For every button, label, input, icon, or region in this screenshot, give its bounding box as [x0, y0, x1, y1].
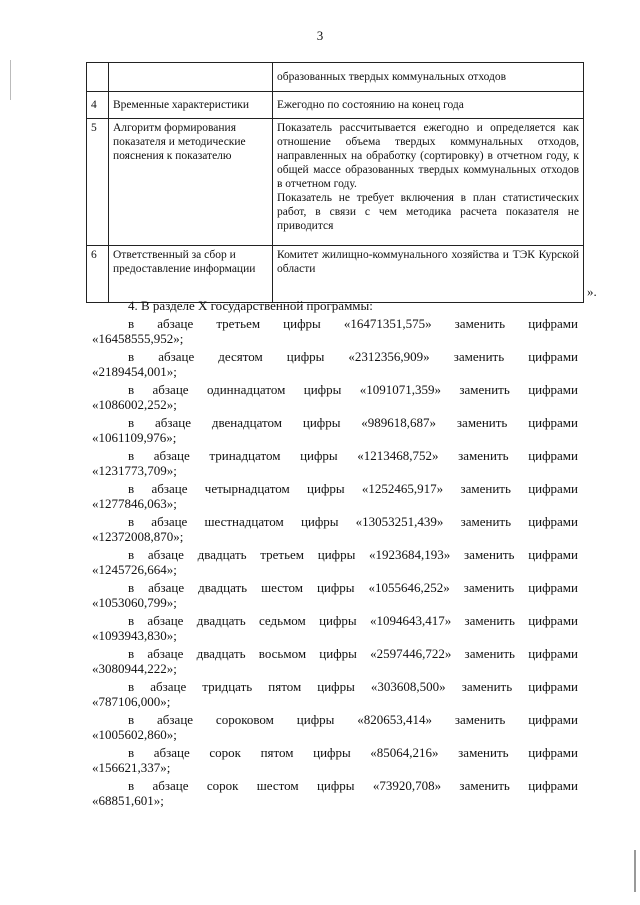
table-closing-quote: ». [587, 284, 597, 299]
row-number: 5 [87, 119, 109, 246]
amendment-text: в абзаце сорок шестом цифры «73920,708» заменить цифрами [128, 778, 578, 793]
amendment-new-value: «1005602,860»; [92, 727, 177, 742]
row-value-text: Ежегодно по состоянию на конец года [277, 99, 464, 111]
amendment-list [92, 316, 578, 808]
amendment-new-value: «16458555,952»; [92, 331, 184, 346]
amendment-text: в абзаце двадцать седьмом цифры «1094643,417» заменить цифрами [128, 613, 578, 628]
row-value-text: Показатель не требует включения в план статистических работ, в связи с чем методика расчета показателя не приводится [277, 192, 579, 232]
amendment-paragraph [92, 580, 578, 610]
row-label: Алгоритм формирования показателя и методические пояснения к показателю [109, 119, 273, 246]
scan-edge-mark [10, 60, 11, 100]
amendment-paragraph [92, 712, 578, 742]
amendment-paragraph [92, 316, 578, 346]
row-value [273, 246, 584, 303]
row-label: Ответственный за сбор и предоставление информации [109, 246, 273, 303]
amendment-new-value: «2189454,001»; [92, 364, 177, 379]
indicator-table [86, 62, 584, 303]
amendment-new-value: «787106,000»; [92, 694, 171, 709]
amendment-new-value: «68851,601»; [92, 793, 164, 808]
amendment-text: в абзаце двадцать восьмом цифры «2597446,722» заменить цифрами [128, 646, 578, 661]
amendment-paragraph [92, 613, 578, 643]
amendment-new-value: «156621,337»; [92, 760, 171, 775]
table-row [87, 246, 584, 303]
amendment-paragraph [92, 481, 578, 511]
row-value [273, 92, 584, 119]
amendment-text: в абзаце двенадцатом цифры «989618,687» заменить цифрами [128, 415, 578, 430]
amendment-text: в абзаце сорок пятом цифры «85064,216» заменить цифрами [128, 745, 578, 760]
amendment-new-value: «1277846,063»; [92, 496, 177, 511]
row-label: Временные характеристики [109, 92, 273, 119]
table-row [87, 119, 584, 246]
scan-edge-mark [634, 850, 636, 892]
row-number: 6 [87, 246, 109, 303]
amendment-paragraph [92, 778, 578, 808]
amendment-text: в абзаце тринадцатом цифры «1213468,752» заменить цифрами [128, 448, 578, 463]
row-value-text: Показатель рассчитывается ежегодно и определяется как отношение объема твердых коммунальных отходов, направленных на обработку (сортировку) в отчетном году, к общей массе образованных твердых коммунальных отходов в отчетном году. [277, 122, 579, 190]
amendment-paragraph [92, 679, 578, 709]
table-row [87, 92, 584, 119]
amendment-new-value: «1245726,664»; [92, 562, 177, 577]
amendment-text: в абзаце тридцать пятом цифры «303608,500» заменить цифрами [128, 679, 578, 694]
amendment-text: в абзаце двадцать третьем цифры «1923684,193» заменить цифрами [128, 547, 578, 562]
amendment-new-value: «1061109,976»; [92, 430, 177, 445]
amendment-paragraph [92, 415, 578, 445]
amendment-text: в абзаце одиннадцатом цифры «1091071,359» заменить цифрами [128, 382, 578, 397]
amendment-new-value: «12372008,870»; [92, 529, 184, 544]
row-value-text: образованных твердых коммунальных отходов [277, 71, 507, 83]
amendment-paragraph [92, 448, 578, 478]
row-number: 4 [87, 92, 109, 119]
page-number: 3 [316, 28, 324, 43]
row-value [273, 63, 584, 92]
row-value [273, 119, 584, 246]
row-label [109, 63, 273, 92]
row-number [87, 63, 109, 92]
amendment-new-value: «1086002,252»; [92, 397, 177, 412]
amendment-new-value: «1053060,799»; [92, 595, 177, 610]
amendment-text: в абзаце сороковом цифры «820653,414» заменить цифрами [128, 712, 578, 727]
amendment-paragraph [92, 646, 578, 676]
amendment-text: в абзаце десятом цифры «2312356,909» заменить цифрами [128, 349, 578, 364]
amendment-new-value: «1093943,830»; [92, 628, 177, 643]
amendment-paragraph [92, 382, 578, 412]
amendment-new-value: «3080944,222»; [92, 661, 177, 676]
amendment-paragraph [92, 349, 578, 379]
row-value-text: Комитет жилищно-коммунального хозяйства и ТЭК Курской области [277, 249, 579, 275]
amendment-new-value: «1231773,709»; [92, 463, 177, 478]
table-row [87, 63, 584, 92]
amendment-paragraph [92, 547, 578, 577]
amendment-paragraph [92, 745, 578, 775]
amendment-text: в абзаце шестнадцатом цифры «13053251,439» заменить цифрами [128, 514, 578, 529]
amendment-text: в абзаце третьем цифры «16471351,575» заменить цифрами [128, 316, 578, 331]
section-heading: 4. В разделе X государственной программы: [128, 298, 373, 313]
amendments-section [92, 298, 578, 811]
amendment-paragraph [92, 514, 578, 544]
amendment-text: в абзаце двадцать шестом цифры «1055646,252» заменить цифрами [128, 580, 578, 595]
amendment-text: в абзаце четырнадцатом цифры «1252465,917» заменить цифрами [128, 481, 578, 496]
